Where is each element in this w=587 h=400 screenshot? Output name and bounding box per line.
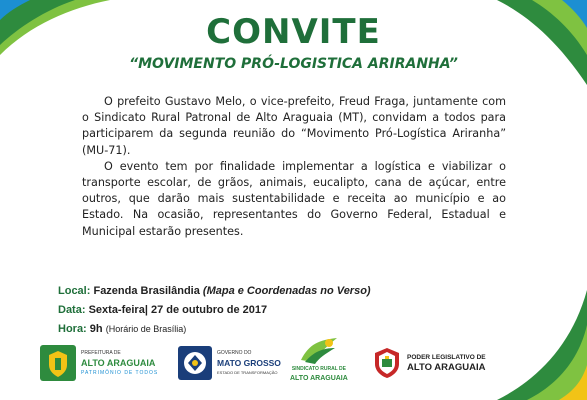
mato-grosso-emblem-icon xyxy=(178,346,212,380)
sindicato-rural-emblem-icon xyxy=(299,334,339,364)
time-label: Hora: xyxy=(58,323,87,335)
governo-line1: GOVERNO DO xyxy=(217,350,252,356)
legislativo-logo xyxy=(372,340,486,386)
governo-mt-logo xyxy=(178,340,281,386)
paragraph-purpose: O evento tem por finalidade implementar a logística e viabilizar o transporte escolar, de grãos, animais, eucalipto, cana de açúcar, entre outros, que darão mais sustentabilidade e receita ao município e ao Estado. Na ocasião, representantes do Governo Federal, Estadual e Municipal estarão presentes. xyxy=(82,159,506,238)
invitation-body xyxy=(82,94,506,240)
date-line xyxy=(58,301,371,320)
date-value: 27 de outubro de 2017 xyxy=(150,304,268,316)
prefeitura-emblem-icon xyxy=(40,345,76,381)
time-note: (Horário de Brasília) xyxy=(105,324,187,334)
paragraph-invitation: O prefeito Gustavo Melo, o vice-prefeito, Freud Fraga, juntamente com o Sindicato Rural Patronal de Alto Araguaia (MT), convidam a todos para participarem da segunda reunião do “Movimento Pró-Logística Ariranha” (MU-71). xyxy=(82,95,506,157)
governo-line2: MATO GROSSO xyxy=(217,358,281,368)
location-line xyxy=(58,282,371,301)
invitation-title: CONVITE xyxy=(206,12,381,52)
sponsor-logos xyxy=(0,330,587,400)
time-value: 9h xyxy=(89,323,103,335)
location-label: Local: xyxy=(58,285,91,297)
sindicato-line1: SINDICATO RURAL DE xyxy=(291,366,346,372)
legislativo-line1: PODER LEGISLATIVO DE xyxy=(407,354,486,361)
prefeitura-logo xyxy=(40,340,158,386)
event-subtitle: “MOVIMENTO PRÓ-LOGISTICA ARIRANHA” xyxy=(129,56,458,72)
legislativo-line2: ALTO ARAGUAIA xyxy=(407,362,486,373)
sindicato-line2: ALTO ARAGUAIA xyxy=(290,375,348,382)
prefeitura-line1: PREFEITURA DE xyxy=(81,350,121,356)
legislativo-emblem-icon xyxy=(372,346,402,380)
weekday-value: Sexta-feira xyxy=(88,304,145,316)
location-note: (Mapa e Coordenadas no Verso) xyxy=(202,285,371,297)
date-separator: | xyxy=(144,304,148,316)
date-label: Data: xyxy=(58,304,86,316)
location-value: Fazenda Brasilândia xyxy=(93,285,200,297)
prefeitura-line2: ALTO ARAGUAIA xyxy=(81,358,156,368)
governo-line3: ESTADO DE TRANSFORMAÇÃO xyxy=(217,370,278,375)
sindicato-rural-logo xyxy=(290,334,348,388)
prefeitura-line3: PATRIMÔNIO DE TODOS xyxy=(81,370,159,376)
